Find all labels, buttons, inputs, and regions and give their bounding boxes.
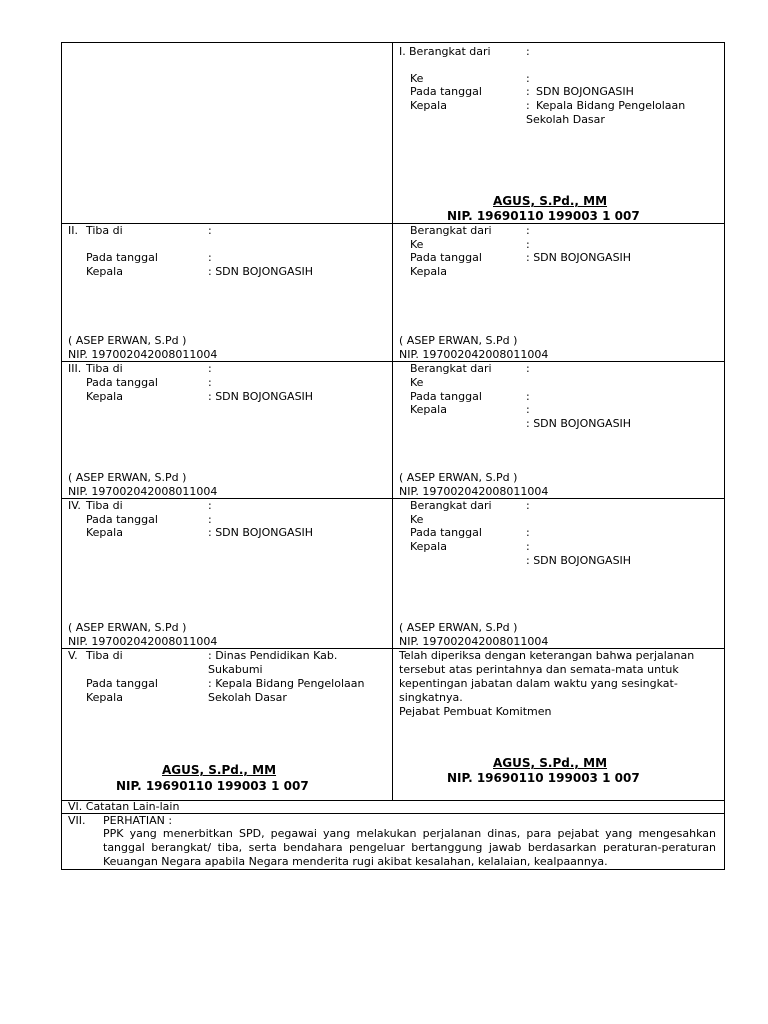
section-number: II. [68, 224, 78, 237]
colon: : [208, 224, 212, 237]
kepala-value: : SDN BOJONGASIH [208, 265, 314, 278]
colon: : [208, 362, 212, 375]
signatory-nip: NIP. 197002042008011004 [399, 635, 549, 648]
pada-tanggal-label: Pada tanggal [410, 390, 482, 403]
kepala-label: Kepala [410, 265, 447, 278]
signatory-name: ( ASEP ERWAN, S.Pd ) [399, 621, 518, 634]
signatory-name: AGUS, S.Pd., MM [493, 194, 608, 208]
colon: : [526, 526, 530, 539]
section-1 [393, 43, 724, 223]
colon: : [208, 251, 212, 264]
verification-text-line: kepentingan jabatan dalam waktu yang sesingkat- [399, 677, 678, 690]
perhatian-text-line: PPK yang menerbitkan SPD, pegawai yang melakukan perjalanan dinas, para pejabat yang mengesahkan [103, 827, 716, 840]
kepala-value: : SDN BOJONGASIH [526, 417, 632, 430]
signatory-name: AGUS, S.Pd., MM [162, 763, 277, 777]
catatan-label: VI. Catatan Lain-lain [68, 800, 180, 813]
pada-tanggal-label: Pada tanggal [86, 513, 158, 526]
colon: : [208, 499, 212, 512]
kepala-value-cont: Sekolah Dasar [526, 113, 605, 126]
colon: : [526, 85, 530, 98]
pada-tanggal-label: Pada tanggal [86, 251, 158, 264]
section-number: V. [68, 649, 78, 662]
pada-tanggal-value: : Kepala Bidang Pengelolaan [208, 677, 365, 690]
kepala-value: : SDN BOJONGASIH [208, 526, 314, 539]
pada-tanggal-label: Pada tanggal [410, 251, 482, 264]
perhatian-title: PERHATIAN : [103, 814, 173, 827]
colon: : [526, 224, 530, 237]
kepala-label: Kepala [86, 691, 123, 704]
ke-label: Ke [410, 513, 424, 526]
section-number: III. [68, 362, 82, 375]
pada-tanggal-label: Pada tanggal [410, 526, 482, 539]
colon: : [208, 513, 212, 526]
colon: : [526, 362, 530, 375]
berangkat-dari-label: Berangkat dari [410, 362, 492, 375]
section-2-left [62, 224, 392, 361]
kepala-value: : SDN BOJONGASIH [208, 390, 314, 403]
section-5-right [393, 649, 724, 800]
tiba-di-value-cont: Sukabumi [208, 663, 263, 676]
colon: : [526, 45, 530, 58]
kepala-label: Kepala [86, 526, 123, 539]
colon: : [208, 376, 212, 389]
colon: : [526, 403, 530, 416]
signatory-name: ( ASEP ERWAN, S.Pd ) [399, 471, 518, 484]
kepala-value: : SDN BOJONGASIH [526, 554, 632, 567]
signatory-name: ( ASEP ERWAN, S.Pd ) [68, 334, 187, 347]
signatory-nip: NIP. 19690110 199003 1 007 [116, 779, 309, 793]
tiba-di-value: : Dinas Pendidikan Kab. [208, 649, 338, 662]
tiba-di-label: Tiba di [86, 362, 123, 375]
verification-text-line: tersebut atas perintahnya dan semata-mata untuk [399, 663, 679, 676]
berangkat-dari-label: Berangkat dari [409, 45, 491, 58]
section-2-right [393, 224, 724, 361]
colon: : [526, 72, 530, 85]
ke-label: Ke [410, 238, 424, 251]
section-5-left [62, 649, 392, 800]
tiba-di-label: Tiba di [86, 499, 123, 512]
section-number: VII. [68, 814, 86, 827]
tiba-di-label: Tiba di [86, 649, 123, 662]
signatory-name: ( ASEP ERWAN, S.Pd ) [399, 334, 518, 347]
kepala-label: Kepala [86, 265, 123, 278]
colon: : [526, 499, 530, 512]
section-4-left [62, 499, 392, 648]
kepala-label: Kepala [410, 99, 447, 112]
perhatian-text-line: tanggal berangkat/ tiba, serta bendahara pengeluar bertanggung jawab berdasarkan peraturan-peraturan [103, 841, 716, 854]
section-number: IV. [68, 499, 81, 512]
kepala-value: Sekolah Dasar [208, 691, 287, 704]
colon: : [526, 238, 530, 251]
verification-text-line: singkatnya. [399, 691, 463, 704]
pada-tanggal-label: Pada tanggal [410, 85, 482, 98]
signatory-nip: NIP. 197002042008011004 [68, 635, 218, 648]
verification-text-line: Telah diperiksa dengan keterangan bahwa perjalanan [399, 649, 695, 662]
pada-tanggal-label: Pada tanggal [86, 677, 158, 690]
pejabat-title: Pejabat Pembuat Komitmen [399, 705, 552, 718]
signatory-nip: NIP. 197002042008011004 [68, 485, 218, 498]
signatory-name: ( ASEP ERWAN, S.Pd ) [68, 471, 187, 484]
signatory-nip: NIP. 19690110 199003 1 007 [447, 209, 640, 223]
signatory-nip: NIP. 197002042008011004 [399, 348, 549, 361]
section-6 [62, 800, 724, 813]
colon: : [526, 540, 530, 553]
spd-form-table [61, 42, 725, 870]
ke-label: Ke [410, 376, 424, 389]
signatory-nip: NIP. 197002042008011004 [399, 485, 549, 498]
pada-tanggal-label: Pada tanggal [86, 376, 158, 389]
berangkat-dari-label: Berangkat dari [410, 499, 492, 512]
perhatian-text-line: Keuangan Negara apabila Negara menderita rugi akibat kesalahan, kelalaian, kealpaannya. [103, 855, 608, 868]
berangkat-dari-label: Berangkat dari [410, 224, 492, 237]
kepala-value: Kepala Bidang Pengelolaan [536, 99, 686, 112]
signatory-name: AGUS, S.Pd., MM [493, 756, 608, 770]
section-3-left [62, 362, 392, 498]
pada-tanggal-value: SDN BOJONGASIH [536, 85, 634, 98]
section-number: I. [399, 45, 406, 58]
signatory-nip: NIP. 197002042008011004 [68, 348, 218, 361]
kepala-label: Kepala [410, 540, 447, 553]
section-4-right [393, 499, 724, 648]
section-7 [62, 814, 724, 870]
ke-label: Ke [410, 72, 424, 85]
colon: : [526, 99, 530, 112]
pada-tanggal-value: : SDN BOJONGASIH [526, 251, 632, 264]
signatory-nip: NIP. 19690110 199003 1 007 [447, 771, 640, 785]
tiba-di-label: Tiba di [86, 224, 123, 237]
signatory-name: ( ASEP ERWAN, S.Pd ) [68, 621, 187, 634]
kepala-label: Kepala [410, 403, 447, 416]
section-3-right [393, 362, 724, 498]
kepala-label: Kepala [86, 390, 123, 403]
colon: : [526, 390, 530, 403]
